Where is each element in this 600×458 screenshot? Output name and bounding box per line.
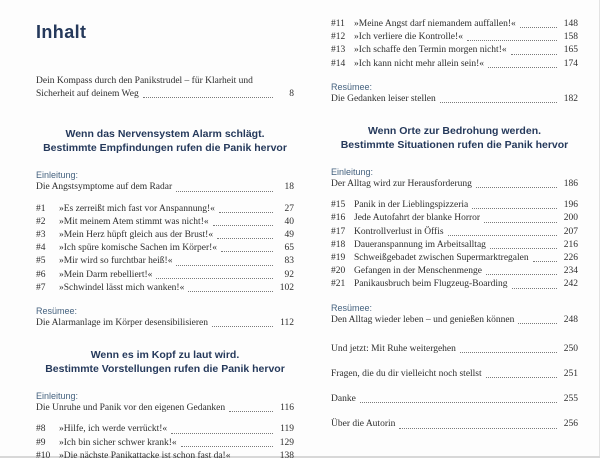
- chapter-number: #13: [331, 45, 346, 56]
- toc-entry: [36, 255, 294, 268]
- dot-leader: [467, 40, 557, 41]
- page-number: 158: [563, 32, 578, 43]
- entry-title-line2: Sicherheit auf deinem Weg: [36, 89, 139, 100]
- entry-title: »Mein Herz hüpft gleich aus der Brust!«: [59, 230, 214, 241]
- page-number: 116: [280, 403, 294, 414]
- resumee-label: Resümee:: [331, 302, 373, 313]
- section1-header: [38, 127, 292, 155]
- dot-leader: [440, 102, 557, 103]
- dot-leader: [484, 222, 557, 223]
- toc-entry: [331, 252, 578, 265]
- toc-entry-einleitung: [36, 181, 294, 194]
- toc-entry-outro: [331, 393, 578, 406]
- page-number: 248: [563, 314, 578, 325]
- dot-leader: [229, 411, 273, 412]
- page-number: 186: [563, 179, 578, 190]
- toc-entry: [36, 229, 294, 242]
- entry-title: Über die Autorin: [331, 419, 396, 430]
- page-number: 119: [280, 424, 294, 435]
- page-number: 112: [280, 318, 294, 329]
- toc-entry: [36, 437, 294, 450]
- entry-title: »Mit meinem Atem stimmt was nicht!«: [59, 216, 209, 227]
- section2-header-line2: Bestimmte Vorstellungen rufen die Panik hervor: [45, 363, 285, 376]
- entry-title: »Ich verliere die Kontrolle!«: [354, 32, 463, 43]
- toc-entry: [36, 282, 294, 295]
- page-number: 251: [563, 369, 578, 380]
- dot-leader: [219, 212, 273, 213]
- dot-leader: [221, 251, 273, 252]
- dot-leader: [143, 97, 273, 98]
- entry-title: Dein Kompass durch den Panikstrudel – für Klarheit und: [36, 76, 253, 86]
- entry-title: Die Unruhe und Panik vor den eigenen Gedanken: [36, 403, 226, 414]
- section1-header-line2: Bestimmte Empfindungen rufen die Panik hervor: [43, 142, 287, 155]
- section3-header-line2: Bestimmte Situationen rufen die Panik hervor: [340, 139, 569, 152]
- toc-entry-outro: [331, 368, 578, 381]
- page-number: 83: [284, 256, 294, 267]
- toc-entry: [331, 278, 578, 291]
- page-number: 148: [563, 19, 578, 29]
- entry-title: Jede Autofahrt der blanke Horror: [354, 213, 481, 224]
- entry-title: Die Gedanken leiser stellen: [331, 93, 436, 104]
- page-number: 182: [563, 93, 578, 104]
- toc-entry-resumee: [36, 317, 294, 330]
- entry-title: »Ich bin sicher schwer krank!«: [59, 437, 177, 448]
- toc-entry: [36, 423, 294, 436]
- entry-title: »Mir wird so furchtbar heiß!«: [59, 256, 173, 267]
- dot-leader: [486, 274, 557, 275]
- dot-leader: [476, 187, 557, 188]
- chapter-number: #8: [36, 424, 46, 435]
- toc-entry-outro: [331, 418, 578, 431]
- entry-title: »Es zerreißt mich fast vor Anspannung!«: [59, 203, 215, 214]
- entry-title: Und jetzt: Mit Ruhe weitergehen: [331, 343, 456, 354]
- dot-leader: [518, 323, 557, 324]
- toc-entry: [331, 199, 578, 212]
- chapter-number: #15: [331, 200, 346, 211]
- dot-leader: [511, 54, 557, 55]
- section3-header: [333, 124, 576, 152]
- dot-leader: [520, 27, 557, 28]
- entry-title: »Ich kann nicht mehr allein sein!«: [354, 58, 485, 69]
- entry-title: Der Alltag wird zur Herausforderung: [331, 179, 472, 190]
- dot-leader: [213, 225, 273, 226]
- right-page-column: [331, 18, 578, 432]
- chapter-number: #11: [331, 19, 345, 29]
- dot-leader: [448, 235, 557, 236]
- page-number: 242: [563, 279, 578, 290]
- page-number: 129: [279, 437, 294, 448]
- entry-title: Fragen, die du dir vielleicht noch stellst: [331, 369, 482, 380]
- page-number: 49: [284, 230, 294, 241]
- toc-title: Inhalt: [36, 22, 87, 42]
- dot-leader: [156, 278, 273, 279]
- toc-entry: [36, 216, 294, 229]
- chapter-number: #7: [36, 282, 46, 293]
- einleitung-label: Einleitung:: [36, 170, 79, 181]
- chapter-number: #3: [36, 230, 46, 241]
- page-number: 255: [563, 394, 578, 405]
- entry-title: Die Angstsymptome auf dem Radar: [36, 182, 173, 193]
- chapter-number: #10: [36, 450, 51, 458]
- chapter-number: #17: [331, 226, 346, 237]
- entry-title: »Hilfe, ich werde verrückt!«: [59, 424, 168, 435]
- dot-leader: [212, 326, 273, 327]
- toc-entry-outro: [331, 343, 578, 356]
- einleitung-label: Einleitung:: [36, 391, 79, 402]
- dot-leader: [188, 291, 273, 292]
- toc-entry: [331, 212, 578, 225]
- page-number: 200: [563, 213, 578, 224]
- toc-entry: [36, 450, 294, 458]
- section2-header: [38, 348, 292, 376]
- entry-title: Kontrollverlust in Öffis: [354, 226, 444, 237]
- chapter-list-section2: [36, 423, 294, 458]
- dot-leader: [512, 288, 557, 289]
- toc-entry-intro: [36, 75, 294, 101]
- chapter-number: #16: [331, 213, 346, 224]
- page-number: 174: [563, 58, 578, 69]
- chapter-number: #19: [331, 253, 346, 264]
- page-number: 207: [563, 226, 578, 237]
- page-number: 138: [279, 450, 294, 458]
- resumee-label: Resümee:: [36, 306, 78, 317]
- chapter-number: #5: [36, 256, 46, 267]
- chapter-list-section2-cont: [331, 18, 578, 71]
- page-number: 65: [284, 243, 294, 254]
- page-number: 196: [563, 200, 578, 211]
- resumee-label: Resümee:: [331, 81, 373, 92]
- entry-title: »Ich spüre komische Sachen im Körper!«: [59, 243, 218, 254]
- page-number: 40: [284, 216, 294, 227]
- dot-leader: [360, 402, 557, 403]
- entry-title: Den Alltag wieder leben – und genießen können: [331, 314, 515, 325]
- page-number: 250: [563, 343, 578, 354]
- dot-leader: [399, 428, 557, 429]
- dot-leader: [472, 208, 557, 209]
- chapter-number: #1: [36, 203, 46, 214]
- entry-title: »Mein Darm rebelliert!«: [59, 269, 153, 280]
- page-number: 256: [563, 419, 578, 430]
- dot-leader: [486, 377, 557, 378]
- chapter-number: #9: [36, 437, 46, 448]
- page-number: 8: [289, 89, 294, 100]
- toc-entry: [36, 242, 294, 255]
- toc-entry: [331, 265, 578, 278]
- dot-leader: [171, 433, 273, 434]
- chapter-number: #14: [331, 58, 346, 69]
- section1-header-line1: Wenn das Nervensystem Alarm schlägt.: [65, 128, 265, 141]
- dot-leader: [217, 238, 273, 239]
- dot-leader: [490, 248, 557, 249]
- page-number: 165: [563, 45, 578, 56]
- page-number: 226: [563, 253, 578, 264]
- entry-title: Danke: [331, 394, 356, 405]
- entry-title: Schweißgebadet zwischen Supermarktregalen: [354, 253, 529, 264]
- page-number: 27: [284, 203, 294, 214]
- page-number: 18: [284, 182, 294, 193]
- chapter-number: #6: [36, 269, 46, 280]
- chapter-list-section3: [331, 199, 578, 291]
- entry-title: Panik in der Lieblingspizzeria: [354, 200, 469, 211]
- chapter-number: #18: [331, 239, 346, 250]
- entry-title: »Die nächste Panikattacke ist schon fast da!«: [59, 450, 231, 458]
- entry-title: Die Alarmanlage im Körper desensibilisieren: [36, 318, 209, 329]
- entry-title: »Ich schaffe den Termin morgen nicht!«: [354, 45, 507, 56]
- toc-entry: [331, 18, 578, 31]
- toc-entry: [331, 44, 578, 57]
- chapter-number: #20: [331, 266, 346, 277]
- left-page-column: [36, 22, 294, 458]
- chapter-list-section1: [36, 203, 294, 295]
- page-number: 92: [284, 269, 294, 280]
- toc-entry: [36, 269, 294, 282]
- dot-leader: [176, 265, 273, 266]
- toc-entry: [331, 58, 578, 71]
- section2-header-line1: Wenn es im Kopf zu laut wird.: [90, 349, 240, 362]
- toc-entry-resumee: [331, 93, 578, 106]
- entry-title: »Schwindel lässt mich wanken!«: [59, 282, 185, 293]
- toc-entry-einleitung: [36, 402, 294, 415]
- chapter-number: #2: [36, 216, 46, 227]
- chapter-number: #21: [331, 279, 346, 290]
- toc-entry: [36, 203, 294, 216]
- entry-title: Daueranspannung im Arbeitsalltag: [354, 239, 486, 250]
- section3-header-line1: Wenn Orte zur Bedrohung werden.: [367, 125, 542, 138]
- toc-entry: [331, 31, 578, 44]
- toc-entry-resumee: [331, 314, 578, 327]
- page-number: 102: [279, 282, 294, 293]
- dot-leader: [460, 352, 557, 353]
- dot-leader: [488, 67, 557, 68]
- page-number: 216: [563, 239, 578, 250]
- entry-title: Gefangen in der Menschenmenge: [354, 266, 482, 277]
- dot-leader: [181, 446, 273, 447]
- einleitung-label: Einleitung:: [331, 167, 374, 178]
- toc-entry: [331, 239, 578, 252]
- page-number: 234: [563, 266, 578, 277]
- entry-title: Panikausbruch beim Flugzeug-Boarding: [354, 279, 508, 290]
- entry-title: »Meine Angst darf niemandem auffallen!«: [354, 19, 516, 29]
- dot-leader: [176, 191, 273, 192]
- chapter-number: #12: [331, 32, 346, 43]
- toc-entry: [331, 226, 578, 239]
- dot-leader: [533, 261, 557, 262]
- toc-entry-einleitung: [331, 178, 578, 191]
- chapter-number: #4: [36, 243, 46, 254]
